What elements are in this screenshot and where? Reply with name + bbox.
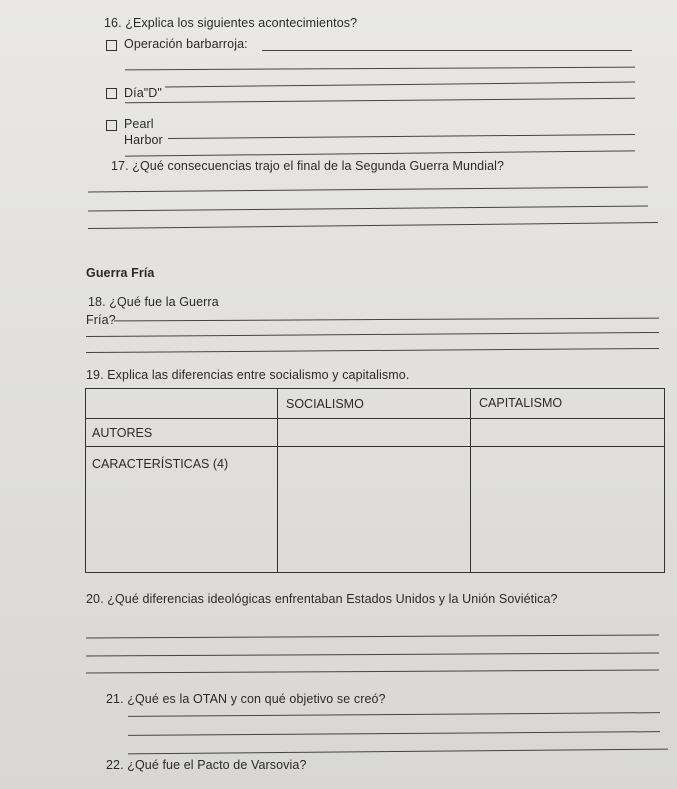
table-row [86, 419, 665, 447]
answer-line[interactable] [88, 222, 658, 229]
table-cell-autores-socialismo[interactable] [278, 419, 471, 447]
answer-line[interactable] [88, 206, 648, 212]
answer-line[interactable] [128, 712, 660, 717]
item-pearl-harbor-label-2: Harbor [124, 133, 163, 147]
table-row-label-caracteristicas: CARACTERÍSTICAS (4) [86, 447, 278, 573]
answer-line[interactable] [125, 67, 635, 71]
answer-line[interactable] [125, 98, 635, 103]
checkbox-dia-d[interactable] [106, 88, 117, 99]
answer-line[interactable] [86, 652, 659, 656]
question-20-title: 20. ¿Qué diferencias ideológicas enfrentaban Estados Unidos y la Unión Soviética? [86, 592, 558, 606]
question-19-title: 19. Explica las diferencias entre socialismo y capitalismo. [86, 368, 410, 382]
answer-line[interactable] [86, 669, 659, 673]
table-cell-caracteristicas-socialismo[interactable] [278, 447, 471, 573]
answer-line[interactable] [86, 332, 659, 337]
answer-line[interactable] [86, 634, 659, 638]
answer-line[interactable] [125, 150, 635, 156]
table-cell-autores-capitalismo[interactable] [471, 419, 665, 447]
question-16-title: 16. ¿Explica los siguientes acontecimientos? [104, 16, 358, 30]
table-row-label-autores: AUTORES [86, 419, 278, 447]
answer-line[interactable] [86, 348, 659, 353]
question-18-line2: Fría? [86, 313, 116, 327]
checkbox-operacion-barbarroja[interactable] [106, 40, 117, 51]
section-heading-guerra-fria: Guerra Fría [86, 266, 155, 280]
table-header-empty [86, 389, 278, 419]
table-cell-caracteristicas-capitalismo[interactable] [471, 447, 665, 573]
question-22-title: 22. ¿Qué fue el Pacto de Varsovia? [106, 758, 307, 772]
answer-line[interactable] [168, 134, 635, 139]
checkbox-pearl-harbor[interactable] [106, 120, 117, 131]
answer-line[interactable] [88, 187, 648, 193]
question-18-line1: 18. ¿Qué fue la Guerra [88, 295, 219, 309]
table-header-socialismo: SOCIALISMO [278, 389, 471, 419]
answer-line[interactable] [128, 749, 668, 755]
question-17-title: 17. ¿Qué consecuencias trajo el final de la Segunda Guerra Mundial? [111, 159, 505, 173]
comparison-table [85, 388, 665, 573]
answer-line[interactable] [128, 731, 660, 736]
item-pearl-harbor-label: Pearl [124, 117, 154, 131]
table-header-row [86, 389, 665, 419]
question-21-title: 21. ¿Qué es la OTAN y con qué objetivo se creó? [106, 692, 386, 706]
answer-line[interactable] [165, 82, 635, 88]
item-dia-d-label: Día"D" [124, 86, 162, 100]
table-header-capitalismo: CAPITALISMO [471, 389, 665, 419]
item-operacion-barbarroja-label: Operación barbarroja: [124, 37, 248, 51]
table-row [86, 447, 665, 573]
answer-line[interactable] [262, 50, 632, 51]
answer-line[interactable] [114, 318, 659, 322]
